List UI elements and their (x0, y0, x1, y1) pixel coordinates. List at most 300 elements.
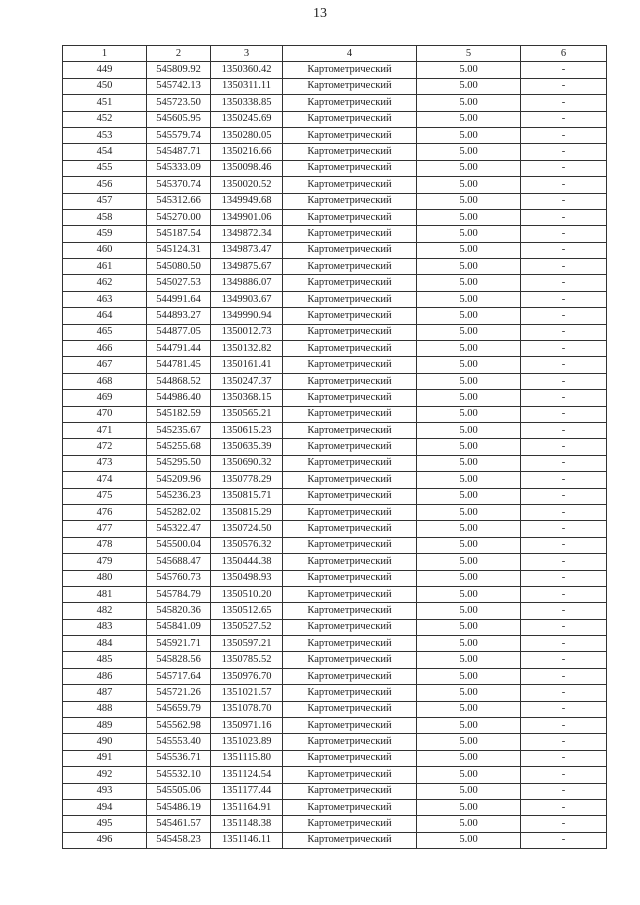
table-row (63, 488, 607, 504)
note-cell: - (521, 832, 607, 848)
x-coordinate-cell: 544877.05 (147, 324, 211, 340)
note-cell: - (521, 308, 607, 324)
note-cell: - (521, 603, 607, 619)
x-coordinate-cell: 545742.13 (147, 78, 211, 94)
point-number-cell: 463 (63, 291, 147, 307)
method-cell: Картометрический (283, 816, 417, 832)
y-coordinate-cell: 1349873.47 (211, 242, 283, 258)
note-cell: - (521, 324, 607, 340)
table-row (63, 111, 607, 127)
accuracy-cell: 5.00 (417, 504, 521, 520)
column-header-4: 4 (283, 46, 417, 62)
point-number-cell: 485 (63, 652, 147, 668)
x-coordinate-cell: 545500.04 (147, 537, 211, 553)
table-row (63, 439, 607, 455)
x-coordinate-cell: 545027.53 (147, 275, 211, 291)
y-coordinate-cell: 1349901.06 (211, 209, 283, 225)
point-number-cell: 451 (63, 95, 147, 111)
x-coordinate-cell: 545235.67 (147, 422, 211, 438)
table-row (63, 750, 607, 766)
method-cell: Картометрический (283, 767, 417, 783)
method-cell: Картометрический (283, 504, 417, 520)
y-coordinate-cell: 1350216.66 (211, 144, 283, 160)
method-cell: Картометрический (283, 357, 417, 373)
table-row (63, 406, 607, 422)
method-cell: Картометрический (283, 472, 417, 488)
x-coordinate-cell: 545322.47 (147, 521, 211, 537)
y-coordinate-cell: 1351124.54 (211, 767, 283, 783)
method-cell: Картометрический (283, 422, 417, 438)
y-coordinate-cell: 1350690.32 (211, 455, 283, 471)
y-coordinate-cell: 1350098.46 (211, 160, 283, 176)
table-row (63, 275, 607, 291)
point-number-cell: 490 (63, 734, 147, 750)
note-cell: - (521, 275, 607, 291)
note-cell: - (521, 734, 607, 750)
y-coordinate-cell: 1349872.34 (211, 226, 283, 242)
point-number-cell: 464 (63, 308, 147, 324)
accuracy-cell: 5.00 (417, 750, 521, 766)
table-row (63, 521, 607, 537)
note-cell: - (521, 95, 607, 111)
table-row (63, 127, 607, 143)
point-number-cell: 493 (63, 783, 147, 799)
note-cell: - (521, 209, 607, 225)
point-number-cell: 480 (63, 570, 147, 586)
accuracy-cell: 5.00 (417, 537, 521, 553)
accuracy-cell: 5.00 (417, 832, 521, 848)
table-row (63, 242, 607, 258)
note-cell: - (521, 111, 607, 127)
accuracy-cell: 5.00 (417, 422, 521, 438)
accuracy-cell: 5.00 (417, 95, 521, 111)
y-coordinate-cell: 1350498.93 (211, 570, 283, 586)
method-cell: Картометрический (283, 537, 417, 553)
point-number-cell: 484 (63, 636, 147, 652)
point-number-cell: 495 (63, 816, 147, 832)
y-coordinate-cell: 1350597.21 (211, 636, 283, 652)
point-number-cell: 487 (63, 685, 147, 701)
note-cell: - (521, 144, 607, 160)
table-row (63, 816, 607, 832)
method-cell: Картометрический (283, 291, 417, 307)
x-coordinate-cell: 545717.64 (147, 668, 211, 684)
accuracy-cell: 5.00 (417, 636, 521, 652)
method-cell: Картометрический (283, 799, 417, 815)
note-cell: - (521, 259, 607, 275)
note-cell: - (521, 554, 607, 570)
accuracy-cell: 5.00 (417, 619, 521, 635)
method-cell: Картометрический (283, 324, 417, 340)
method-cell: Картометрический (283, 636, 417, 652)
method-cell: Картометрический (283, 734, 417, 750)
note-cell: - (521, 62, 607, 78)
method-cell: Картометрический (283, 488, 417, 504)
point-number-cell: 496 (63, 832, 147, 848)
table-row (63, 701, 607, 717)
accuracy-cell: 5.00 (417, 226, 521, 242)
point-number-cell: 465 (63, 324, 147, 340)
note-cell: - (521, 537, 607, 553)
y-coordinate-cell: 1351115.80 (211, 750, 283, 766)
table-row (63, 504, 607, 520)
method-cell: Картометрический (283, 783, 417, 799)
table-row (63, 160, 607, 176)
method-cell: Картометрический (283, 570, 417, 586)
accuracy-cell: 5.00 (417, 291, 521, 307)
accuracy-cell: 5.00 (417, 570, 521, 586)
table-row (63, 767, 607, 783)
x-coordinate-cell: 545605.95 (147, 111, 211, 127)
point-number-cell: 449 (63, 62, 147, 78)
accuracy-cell: 5.00 (417, 472, 521, 488)
method-cell: Картометрический (283, 521, 417, 537)
note-cell: - (521, 160, 607, 176)
table-row (63, 144, 607, 160)
note-cell: - (521, 455, 607, 471)
x-coordinate-cell: 545270.00 (147, 209, 211, 225)
point-number-cell: 479 (63, 554, 147, 570)
x-coordinate-cell: 545458.23 (147, 832, 211, 848)
y-coordinate-cell: 1350635.39 (211, 439, 283, 455)
accuracy-cell: 5.00 (417, 406, 521, 422)
x-coordinate-cell: 545187.54 (147, 226, 211, 242)
method-cell: Картометрический (283, 390, 417, 406)
table-row (63, 390, 607, 406)
table-row (63, 718, 607, 734)
table-row (63, 783, 607, 799)
method-cell: Картометрический (283, 750, 417, 766)
x-coordinate-cell: 545312.66 (147, 193, 211, 209)
point-number-cell: 470 (63, 406, 147, 422)
coordinates-table (62, 45, 607, 849)
accuracy-cell: 5.00 (417, 488, 521, 504)
note-cell: - (521, 570, 607, 586)
x-coordinate-cell: 545553.40 (147, 734, 211, 750)
accuracy-cell: 5.00 (417, 308, 521, 324)
point-number-cell: 482 (63, 603, 147, 619)
note-cell: - (521, 357, 607, 373)
y-coordinate-cell: 1350161.41 (211, 357, 283, 373)
table-row (63, 668, 607, 684)
accuracy-cell: 5.00 (417, 78, 521, 94)
point-number-cell: 486 (63, 668, 147, 684)
table-row (63, 472, 607, 488)
table-row (63, 455, 607, 471)
method-cell: Картометрический (283, 127, 417, 143)
note-cell: - (521, 586, 607, 602)
point-number-cell: 471 (63, 422, 147, 438)
accuracy-cell: 5.00 (417, 455, 521, 471)
method-cell: Картометрический (283, 554, 417, 570)
method-cell: Картометрический (283, 144, 417, 160)
point-number-cell: 474 (63, 472, 147, 488)
accuracy-cell: 5.00 (417, 603, 521, 619)
column-header-3: 3 (211, 46, 283, 62)
x-coordinate-cell: 545921.71 (147, 636, 211, 652)
point-number-cell: 489 (63, 718, 147, 734)
point-number-cell: 450 (63, 78, 147, 94)
table-row (63, 636, 607, 652)
accuracy-cell: 5.00 (417, 209, 521, 225)
note-cell: - (521, 504, 607, 520)
x-coordinate-cell: 545820.36 (147, 603, 211, 619)
x-coordinate-cell: 544781.45 (147, 357, 211, 373)
point-number-cell: 481 (63, 586, 147, 602)
x-coordinate-cell: 544991.64 (147, 291, 211, 307)
x-coordinate-cell: 545536.71 (147, 750, 211, 766)
column-header-5: 5 (417, 46, 521, 62)
x-coordinate-cell: 545841.09 (147, 619, 211, 635)
table-header-row (63, 46, 607, 62)
accuracy-cell: 5.00 (417, 390, 521, 406)
accuracy-cell: 5.00 (417, 62, 521, 78)
table-row (63, 537, 607, 553)
table-row (63, 193, 607, 209)
note-cell: - (521, 193, 607, 209)
note-cell: - (521, 767, 607, 783)
accuracy-cell: 5.00 (417, 111, 521, 127)
method-cell: Картометрический (283, 718, 417, 734)
method-cell: Картометрический (283, 259, 417, 275)
method-cell: Картометрический (283, 308, 417, 324)
table-row (63, 554, 607, 570)
x-coordinate-cell: 545562.98 (147, 718, 211, 734)
x-coordinate-cell: 544868.52 (147, 373, 211, 389)
accuracy-cell: 5.00 (417, 160, 521, 176)
accuracy-cell: 5.00 (417, 144, 521, 160)
point-number-cell: 475 (63, 488, 147, 504)
x-coordinate-cell: 545579.74 (147, 127, 211, 143)
accuracy-cell: 5.00 (417, 357, 521, 373)
point-number-cell: 483 (63, 619, 147, 635)
accuracy-cell: 5.00 (417, 554, 521, 570)
method-cell: Картометрический (283, 160, 417, 176)
table-row (63, 734, 607, 750)
point-number-cell: 455 (63, 160, 147, 176)
y-coordinate-cell: 1350020.52 (211, 177, 283, 193)
y-coordinate-cell: 1351177.44 (211, 783, 283, 799)
method-cell: Картометрический (283, 668, 417, 684)
x-coordinate-cell: 545487.71 (147, 144, 211, 160)
table-row (63, 308, 607, 324)
x-coordinate-cell: 545828.56 (147, 652, 211, 668)
point-number-cell: 467 (63, 357, 147, 373)
x-coordinate-cell: 545784.79 (147, 586, 211, 602)
accuracy-cell: 5.00 (417, 701, 521, 717)
point-number-cell: 476 (63, 504, 147, 520)
note-cell: - (521, 226, 607, 242)
point-number-cell: 462 (63, 275, 147, 291)
note-cell: - (521, 439, 607, 455)
y-coordinate-cell: 1351023.89 (211, 734, 283, 750)
note-cell: - (521, 488, 607, 504)
y-coordinate-cell: 1350360.42 (211, 62, 283, 78)
method-cell: Картометрический (283, 62, 417, 78)
y-coordinate-cell: 1351148.38 (211, 816, 283, 832)
accuracy-cell: 5.00 (417, 799, 521, 815)
table-row (63, 95, 607, 111)
y-coordinate-cell: 1350724.50 (211, 521, 283, 537)
note-cell: - (521, 718, 607, 734)
y-coordinate-cell: 1350247.37 (211, 373, 283, 389)
note-cell: - (521, 799, 607, 815)
y-coordinate-cell: 1351021.57 (211, 685, 283, 701)
point-number-cell: 472 (63, 439, 147, 455)
y-coordinate-cell: 1350012.73 (211, 324, 283, 340)
y-coordinate-cell: 1350785.52 (211, 652, 283, 668)
point-number-cell: 477 (63, 521, 147, 537)
y-coordinate-cell: 1350311.11 (211, 78, 283, 94)
table-row (63, 570, 607, 586)
method-cell: Картометрический (283, 406, 417, 422)
x-coordinate-cell: 545688.47 (147, 554, 211, 570)
x-coordinate-cell: 545370.74 (147, 177, 211, 193)
x-coordinate-cell: 545486.19 (147, 799, 211, 815)
accuracy-cell: 5.00 (417, 439, 521, 455)
table-row (63, 832, 607, 848)
note-cell: - (521, 701, 607, 717)
point-number-cell: 452 (63, 111, 147, 127)
method-cell: Картометрический (283, 685, 417, 701)
point-number-cell: 478 (63, 537, 147, 553)
y-coordinate-cell: 1350565.21 (211, 406, 283, 422)
point-number-cell: 459 (63, 226, 147, 242)
x-coordinate-cell: 545282.02 (147, 504, 211, 520)
accuracy-cell: 5.00 (417, 652, 521, 668)
point-number-cell: 453 (63, 127, 147, 143)
note-cell: - (521, 472, 607, 488)
method-cell: Картометрический (283, 78, 417, 94)
x-coordinate-cell: 545760.73 (147, 570, 211, 586)
y-coordinate-cell: 1349875.67 (211, 259, 283, 275)
note-cell: - (521, 521, 607, 537)
accuracy-cell: 5.00 (417, 127, 521, 143)
accuracy-cell: 5.00 (417, 341, 521, 357)
y-coordinate-cell: 1350971.16 (211, 718, 283, 734)
x-coordinate-cell: 545080.50 (147, 259, 211, 275)
table-row (63, 422, 607, 438)
note-cell: - (521, 783, 607, 799)
y-coordinate-cell: 1351164.91 (211, 799, 283, 815)
note-cell: - (521, 291, 607, 307)
accuracy-cell: 5.00 (417, 586, 521, 602)
y-coordinate-cell: 1351146.11 (211, 832, 283, 848)
table-row (63, 259, 607, 275)
method-cell: Картометрический (283, 586, 417, 602)
note-cell: - (521, 619, 607, 635)
y-coordinate-cell: 1350815.71 (211, 488, 283, 504)
x-coordinate-cell: 544791.44 (147, 341, 211, 357)
note-cell: - (521, 78, 607, 94)
method-cell: Картометрический (283, 619, 417, 635)
note-cell: - (521, 390, 607, 406)
x-coordinate-cell: 545505.06 (147, 783, 211, 799)
y-coordinate-cell: 1349886.07 (211, 275, 283, 291)
accuracy-cell: 5.00 (417, 685, 521, 701)
note-cell: - (521, 341, 607, 357)
x-coordinate-cell: 545295.50 (147, 455, 211, 471)
method-cell: Картометрический (283, 275, 417, 291)
column-header-6: 6 (521, 46, 607, 62)
table-row (63, 586, 607, 602)
y-coordinate-cell: 1350444.38 (211, 554, 283, 570)
y-coordinate-cell: 1350280.05 (211, 127, 283, 143)
x-coordinate-cell: 544986.40 (147, 390, 211, 406)
y-coordinate-cell: 1350245.69 (211, 111, 283, 127)
method-cell: Картометрический (283, 95, 417, 111)
point-number-cell: 494 (63, 799, 147, 815)
x-coordinate-cell: 545209.96 (147, 472, 211, 488)
column-header-1: 1 (63, 46, 147, 62)
accuracy-cell: 5.00 (417, 259, 521, 275)
accuracy-cell: 5.00 (417, 177, 521, 193)
note-cell: - (521, 373, 607, 389)
y-coordinate-cell: 1350778.29 (211, 472, 283, 488)
x-coordinate-cell: 544893.27 (147, 308, 211, 324)
x-coordinate-cell: 545461.57 (147, 816, 211, 832)
accuracy-cell: 5.00 (417, 718, 521, 734)
method-cell: Картометрический (283, 226, 417, 242)
method-cell: Картометрический (283, 652, 417, 668)
point-number-cell: 492 (63, 767, 147, 783)
y-coordinate-cell: 1350512.65 (211, 603, 283, 619)
note-cell: - (521, 652, 607, 668)
method-cell: Картометрический (283, 832, 417, 848)
table-row (63, 226, 607, 242)
note-cell: - (521, 422, 607, 438)
column-header-2: 2 (147, 46, 211, 62)
y-coordinate-cell: 1351078.70 (211, 701, 283, 717)
note-cell: - (521, 816, 607, 832)
note-cell: - (521, 685, 607, 701)
y-coordinate-cell: 1350510.20 (211, 586, 283, 602)
point-number-cell: 454 (63, 144, 147, 160)
accuracy-cell: 5.00 (417, 242, 521, 258)
table-row (63, 799, 607, 815)
table-row (63, 177, 607, 193)
note-cell: - (521, 177, 607, 193)
table-row (63, 209, 607, 225)
x-coordinate-cell: 545721.26 (147, 685, 211, 701)
method-cell: Картометрический (283, 111, 417, 127)
method-cell: Картометрический (283, 193, 417, 209)
point-number-cell: 457 (63, 193, 147, 209)
table-body (63, 62, 607, 849)
table-row (63, 619, 607, 635)
note-cell: - (521, 750, 607, 766)
y-coordinate-cell: 1350976.70 (211, 668, 283, 684)
table-row (63, 603, 607, 619)
y-coordinate-cell: 1350576.32 (211, 537, 283, 553)
method-cell: Картометрический (283, 373, 417, 389)
x-coordinate-cell: 545124.31 (147, 242, 211, 258)
accuracy-cell: 5.00 (417, 767, 521, 783)
table-row (63, 685, 607, 701)
x-coordinate-cell: 545333.09 (147, 160, 211, 176)
x-coordinate-cell: 545723.50 (147, 95, 211, 111)
note-cell: - (521, 406, 607, 422)
accuracy-cell: 5.00 (417, 668, 521, 684)
accuracy-cell: 5.00 (417, 816, 521, 832)
point-number-cell: 491 (63, 750, 147, 766)
accuracy-cell: 5.00 (417, 521, 521, 537)
y-coordinate-cell: 1350615.23 (211, 422, 283, 438)
table-row (63, 357, 607, 373)
table-row (63, 291, 607, 307)
y-coordinate-cell: 1350815.29 (211, 504, 283, 520)
x-coordinate-cell: 545809.92 (147, 62, 211, 78)
